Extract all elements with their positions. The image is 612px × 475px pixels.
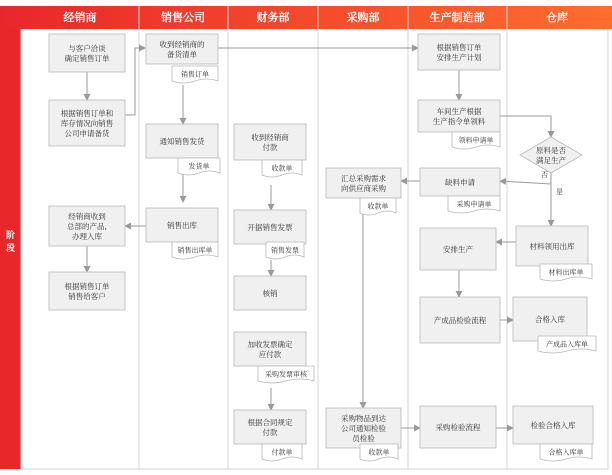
node-text: 销售出库 — [167, 221, 197, 230]
document-node — [258, 366, 314, 383]
node-text: 加收发票确定 — [247, 340, 293, 349]
document-node — [540, 444, 592, 461]
document-label: 销售发票 — [271, 246, 299, 255]
lane-header-sales: 销售公司 — [161, 11, 205, 24]
node-text: 付款 — [262, 143, 278, 152]
process-node — [146, 208, 218, 242]
node-text: 产成品检验流程 — [433, 316, 487, 325]
lane-header-production: 生产制造部 — [429, 11, 485, 24]
process-node — [420, 168, 500, 196]
lane-header-purchase: 采购部 — [346, 11, 380, 24]
document-label: 付款单 — [271, 448, 293, 457]
document-node — [178, 158, 220, 175]
lane-header-finance: 财务部 — [256, 11, 290, 24]
node-text: 检验合格入库 — [530, 421, 576, 430]
process-box — [234, 124, 306, 160]
document-node — [448, 196, 500, 213]
node-text: 员检验 — [352, 434, 375, 443]
node-text: 车间生产根据 — [436, 107, 482, 116]
document-node — [172, 242, 218, 259]
decision-shape — [520, 137, 582, 173]
node-text: 满足生产 — [536, 156, 566, 165]
node-text: 销售给客户 — [68, 292, 106, 301]
node-text: 根据销售订单和 — [60, 109, 114, 118]
document-label: 发货单 — [188, 162, 210, 171]
document-label: 收款单 — [368, 448, 390, 457]
document-node — [262, 444, 302, 461]
document-label: 产成品入库单 — [546, 340, 588, 349]
process-node — [49, 100, 125, 146]
process-box — [418, 34, 500, 70]
node-text: 收到经销商的 — [159, 40, 205, 49]
process-node — [516, 226, 588, 266]
edge-n2-n5 — [125, 48, 145, 115]
process-node — [420, 297, 500, 343]
edge-n16-n21 — [500, 116, 551, 137]
document-label: 材料出库单 — [548, 268, 584, 277]
process-box — [234, 332, 306, 366]
document-node — [540, 264, 592, 281]
node-text: 办理入库 — [72, 232, 102, 241]
process-node — [513, 297, 587, 341]
process-node — [420, 406, 496, 448]
document-label: 销售出库单 — [177, 246, 213, 255]
node-text: 开据销售发票 — [247, 223, 293, 232]
node-text: 向供应商采购 — [341, 184, 386, 193]
node-text: 通知销售发货 — [159, 137, 205, 146]
process-box — [49, 272, 125, 310]
node-text: 应付款 — [258, 350, 282, 359]
node-text: 材料领用出库 — [529, 242, 575, 251]
process-node — [49, 34, 125, 72]
process-node — [513, 406, 593, 444]
process-node — [234, 210, 306, 244]
node-text: 公司通知检验 — [341, 424, 386, 433]
node-text: 采购物品到达 — [341, 414, 386, 423]
node-text: 根据销售订单 — [64, 282, 110, 291]
process-node — [146, 34, 218, 64]
document-label: 采购申请单 — [456, 200, 492, 209]
document-node — [172, 66, 218, 83]
node-text: 总部的产品, — [67, 222, 107, 231]
document-label: 合格入库单 — [548, 448, 584, 457]
node-text: 根据合同规定 — [247, 418, 293, 427]
node-text: 经销商收到 — [68, 212, 106, 221]
node-text: 付款 — [262, 428, 278, 437]
node-text: 确定销售订单 — [64, 54, 110, 63]
process-node — [326, 168, 401, 198]
lane-header-dealer: 经销商 — [63, 11, 97, 24]
document-node — [266, 242, 304, 259]
document-node — [360, 198, 396, 215]
node-text: 核销 — [262, 289, 278, 298]
process-node — [234, 124, 306, 160]
process-node — [418, 100, 500, 132]
process-box — [146, 34, 218, 64]
stage-label-1: 阶 — [5, 231, 16, 241]
process-node — [234, 276, 306, 310]
process-node — [49, 272, 125, 310]
document-node — [452, 132, 500, 149]
lane-header-warehouse: 仓库 — [546, 11, 568, 24]
process-box — [234, 410, 306, 444]
process-node — [326, 408, 401, 448]
process-node — [49, 206, 125, 246]
process-node — [234, 410, 306, 444]
node-text: 安排生产计划 — [436, 53, 482, 62]
node-text: 库存情况向销售 — [60, 119, 114, 128]
node-text: 根据销售订单 — [436, 43, 482, 52]
process-node — [520, 137, 582, 173]
node-text: 合格入库 — [535, 315, 565, 324]
node-text: 公司申请备货 — [64, 129, 110, 138]
edge-label-yes: 是 — [556, 188, 563, 196]
node-text: 缺料申请 — [445, 178, 475, 187]
process-node — [418, 34, 500, 70]
process-box — [418, 100, 500, 132]
node-text: 采购检验流程 — [435, 423, 481, 432]
edge-label-no: 否 — [541, 171, 548, 179]
process-node — [234, 332, 306, 366]
document-label: 采购发票审核 — [265, 370, 307, 379]
document-label: 收款单 — [367, 202, 389, 211]
process-node — [146, 124, 218, 158]
process-box — [326, 168, 401, 198]
document-node — [360, 444, 398, 461]
node-text: 收到经销商 — [251, 133, 289, 142]
document-label: 收款单 — [271, 164, 293, 173]
process-box — [49, 34, 125, 72]
stage-label-2: 段 — [5, 244, 16, 254]
document-label: 领料申请单 — [458, 136, 494, 145]
document-label: 销售订单 — [181, 70, 209, 79]
node-text: 安排生产 — [443, 245, 473, 254]
node-text: 与客户洽谈 — [68, 44, 106, 53]
node-text: 汇总采购需求 — [341, 174, 386, 183]
node-text: 原料是否 — [536, 146, 566, 155]
process-node — [420, 228, 496, 270]
node-text: 备货清单 — [167, 50, 197, 59]
document-node — [538, 336, 596, 353]
node-text: 生产指令单领料 — [432, 117, 486, 126]
document-node — [262, 160, 302, 177]
